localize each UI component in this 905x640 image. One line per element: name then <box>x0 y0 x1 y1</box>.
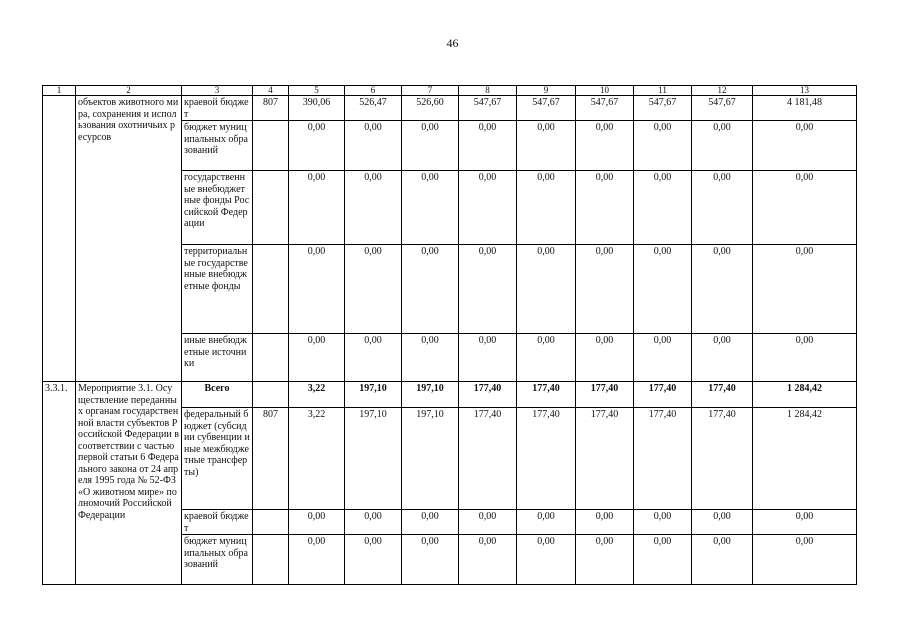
value-cell: 0,00 <box>576 171 634 245</box>
value-cell: 0,00 <box>459 334 517 382</box>
value-cell: 0,00 <box>517 535 576 585</box>
funding-source-cell: федеральный бюджет (субсидии субвенции иные межбюджетные трансферты) <box>182 408 253 510</box>
value-cell: 0,00 <box>459 121 517 171</box>
code-cell <box>253 171 289 245</box>
column-header: 10 <box>576 86 634 96</box>
column-number-row <box>43 86 857 96</box>
value-cell: 0,00 <box>634 245 692 334</box>
column-header: 8 <box>459 86 517 96</box>
budget-table <box>42 85 857 585</box>
value-cell: 0,00 <box>402 334 459 382</box>
value-cell: 0,00 <box>576 121 634 171</box>
value-cell: 547,67 <box>459 96 517 121</box>
value-cell: 0,00 <box>517 334 576 382</box>
value-cell: 547,67 <box>517 96 576 121</box>
total-cell: 0,00 <box>753 334 857 382</box>
value-cell: 177,40 <box>576 408 634 510</box>
value-cell: 0,00 <box>345 510 402 535</box>
value-cell: 0,00 <box>402 121 459 171</box>
value-cell: 0,00 <box>289 510 345 535</box>
column-header: 9 <box>517 86 576 96</box>
funding-source-cell: иные внебюджетные источники <box>182 334 253 382</box>
column-header: 11 <box>634 86 692 96</box>
value-cell: 0,00 <box>289 535 345 585</box>
value-cell: 177,40 <box>692 408 753 510</box>
total-cell: 0,00 <box>753 510 857 535</box>
value-cell: 0,00 <box>517 245 576 334</box>
page-number: 46 <box>446 36 459 50</box>
value-cell: 0,00 <box>459 510 517 535</box>
value-cell: 0,00 <box>517 121 576 171</box>
funding-source-cell: бюджет муниципальных образований <box>182 535 253 585</box>
value-cell: 0,00 <box>634 510 692 535</box>
value-cell: 0,00 <box>345 334 402 382</box>
value-cell: 177,40 <box>634 382 692 408</box>
funding-source-cell: краевой бюджет <box>182 96 253 121</box>
value-cell: 177,40 <box>576 382 634 408</box>
value-cell: 526,47 <box>345 96 402 121</box>
value-cell: 0,00 <box>459 171 517 245</box>
value-cell: 0,00 <box>692 334 753 382</box>
column-header: 13 <box>753 86 857 96</box>
value-cell: 0,00 <box>634 334 692 382</box>
value-cell: 547,67 <box>692 96 753 121</box>
total-cell: 0,00 <box>753 121 857 171</box>
code-cell <box>253 334 289 382</box>
value-cell: 197,10 <box>402 408 459 510</box>
value-cell: 0,00 <box>517 171 576 245</box>
column-header: 12 <box>692 86 753 96</box>
column-header: 4 <box>253 86 289 96</box>
value-cell: 177,40 <box>517 382 576 408</box>
column-header: 1 <box>43 86 76 96</box>
value-cell: 0,00 <box>692 171 753 245</box>
total-cell: 0,00 <box>753 171 857 245</box>
table-row <box>43 96 857 121</box>
value-cell: 0,00 <box>459 245 517 334</box>
value-cell: 177,40 <box>459 408 517 510</box>
funding-source-cell: Всего <box>182 382 253 408</box>
item-number-cell: 3.3.1. <box>43 382 76 585</box>
code-cell <box>253 121 289 171</box>
value-cell: 0,00 <box>576 535 634 585</box>
value-cell: 0,00 <box>402 510 459 535</box>
funding-source-cell: бюджет муниципальных образований <box>182 121 253 171</box>
funding-source-cell: краевой бюджет <box>182 510 253 535</box>
value-cell: 390,06 <box>289 96 345 121</box>
value-cell: 0,00 <box>634 535 692 585</box>
item-name-cell: Мероприятие 3.1. Осуществление переданных органам государственной власти субъектов Российской Федерации в соответствии с частью первой статьи 6 Федерального закона от 24 апреля 1995 года № 52-ФЗ «О животном мире» полномочий Российской Федерации <box>76 382 182 585</box>
column-header: 6 <box>345 86 402 96</box>
value-cell: 0,00 <box>692 121 753 171</box>
total-cell: 4 181,48 <box>753 96 857 121</box>
column-header: 3 <box>182 86 253 96</box>
item-number-cell <box>43 96 76 382</box>
code-cell <box>253 510 289 535</box>
value-cell: 0,00 <box>576 510 634 535</box>
code-cell <box>253 245 289 334</box>
value-cell: 0,00 <box>576 334 634 382</box>
value-cell: 0,00 <box>402 245 459 334</box>
value-cell: 0,00 <box>459 535 517 585</box>
total-cell: 0,00 <box>753 535 857 585</box>
item-name-cell: объектов животного мира, сохранения и использования охотничьих ресурсов <box>76 96 182 382</box>
value-cell: 547,67 <box>576 96 634 121</box>
value-cell: 0,00 <box>634 171 692 245</box>
column-header: 7 <box>402 86 459 96</box>
value-cell: 0,00 <box>345 171 402 245</box>
column-header: 2 <box>76 86 182 96</box>
value-cell: 3,22 <box>289 408 345 510</box>
value-cell: 0,00 <box>402 535 459 585</box>
value-cell: 0,00 <box>517 510 576 535</box>
value-cell: 0,00 <box>289 245 345 334</box>
code-cell: 807 <box>253 96 289 121</box>
code-cell <box>253 382 289 408</box>
value-cell: 0,00 <box>402 171 459 245</box>
value-cell: 0,00 <box>634 121 692 171</box>
value-cell: 197,10 <box>345 408 402 510</box>
value-cell: 177,40 <box>634 408 692 510</box>
value-cell: 177,40 <box>692 382 753 408</box>
value-cell: 526,60 <box>402 96 459 121</box>
value-cell: 0,00 <box>289 121 345 171</box>
value-cell: 0,00 <box>692 245 753 334</box>
value-cell: 0,00 <box>576 245 634 334</box>
value-cell: 197,10 <box>402 382 459 408</box>
column-header: 5 <box>289 86 345 96</box>
value-cell: 0,00 <box>345 245 402 334</box>
value-cell: 0,00 <box>289 171 345 245</box>
value-cell: 0,00 <box>692 535 753 585</box>
total-cell: 1 284,42 <box>753 408 857 510</box>
funding-source-cell: государственные внебюджетные фонды Российской Федерации <box>182 171 253 245</box>
value-cell: 0,00 <box>345 535 402 585</box>
value-cell: 177,40 <box>517 408 576 510</box>
value-cell: 3,22 <box>289 382 345 408</box>
table-row <box>43 382 857 408</box>
total-cell: 1 284,42 <box>753 382 857 408</box>
value-cell: 197,10 <box>345 382 402 408</box>
value-cell: 0,00 <box>692 510 753 535</box>
funding-source-cell: территориальные государственные внебюджетные фонды <box>182 245 253 334</box>
total-cell: 0,00 <box>753 245 857 334</box>
value-cell: 0,00 <box>289 334 345 382</box>
value-cell: 0,00 <box>345 121 402 171</box>
code-cell: 807 <box>253 408 289 510</box>
code-cell <box>253 535 289 585</box>
value-cell: 177,40 <box>459 382 517 408</box>
value-cell: 547,67 <box>634 96 692 121</box>
